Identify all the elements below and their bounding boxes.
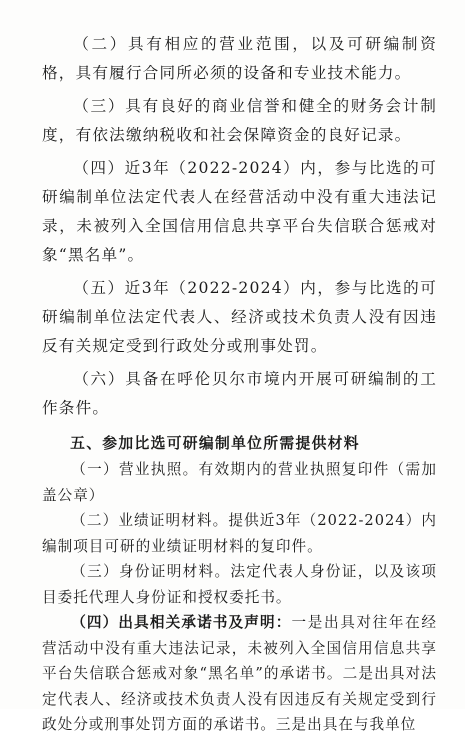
paragraph-requirement-5: （五）近3年（2022-2024）内，参与比选的可研编制单位法定代表人、经济或技术负责人没有因违反有关规定受到行政处分或刑事处罚。	[42, 279, 437, 355]
paragraph-material-3: （三）身份证明材料。法定代表人身份证，以及该项目委托代理人身份证和授权委托书。	[42, 563, 437, 606]
paragraph-material-1: （一）营业执照。有效期内的营业执照复印件（需加盖公章）	[42, 461, 437, 504]
document-body	[42, 30, 437, 738]
paragraph-requirement-3: （三）具有良好的商业信誉和健全的财务会计制度，有依法缴纳税收和社会保障资金的良好记录。	[42, 97, 437, 144]
paragraph-material-4	[42, 610, 437, 738]
paragraph-requirement-4: （四）近3年（2022-2024）内，参与比选的可研编制单位法定代表人在经营活动中没有重大违法记录，未被列入全国信用信息共享平台失信联合惩戒对象“黑名单”。	[42, 159, 437, 264]
paragraph-requirement-2: （二）具有相应的营业范围，以及可研编制资格，具有履行合同所必须的设备和专业技术能力。	[42, 35, 437, 82]
paragraph-requirement-6: （六）具备在呼伦贝尔市境内开展可研编制的工作条件。	[42, 370, 437, 417]
paragraph-material-4-lead: （四）出具相关承诺书及声明：	[71, 614, 292, 631]
paragraph-material-2: （二）业绩证明材料。提供近3年（2022-2024）内编制项目可研的业绩证明材料的复印件。	[42, 512, 437, 555]
paragraph-material-4-body: 一是出具对往年在经营活动中没有重大违法记录，未被列入全国信用信息共享平台失信联合惩戒对象“黑名单”的承诺书。二是出具对法定代表人、经济或技术负责人没有因违反有关规定受到行政处分或刑事处罚方面的承诺书。三是出具在与我单位	[42, 614, 437, 733]
section-heading: 五、参加比选可研编制单位所需提供材料	[70, 435, 360, 452]
